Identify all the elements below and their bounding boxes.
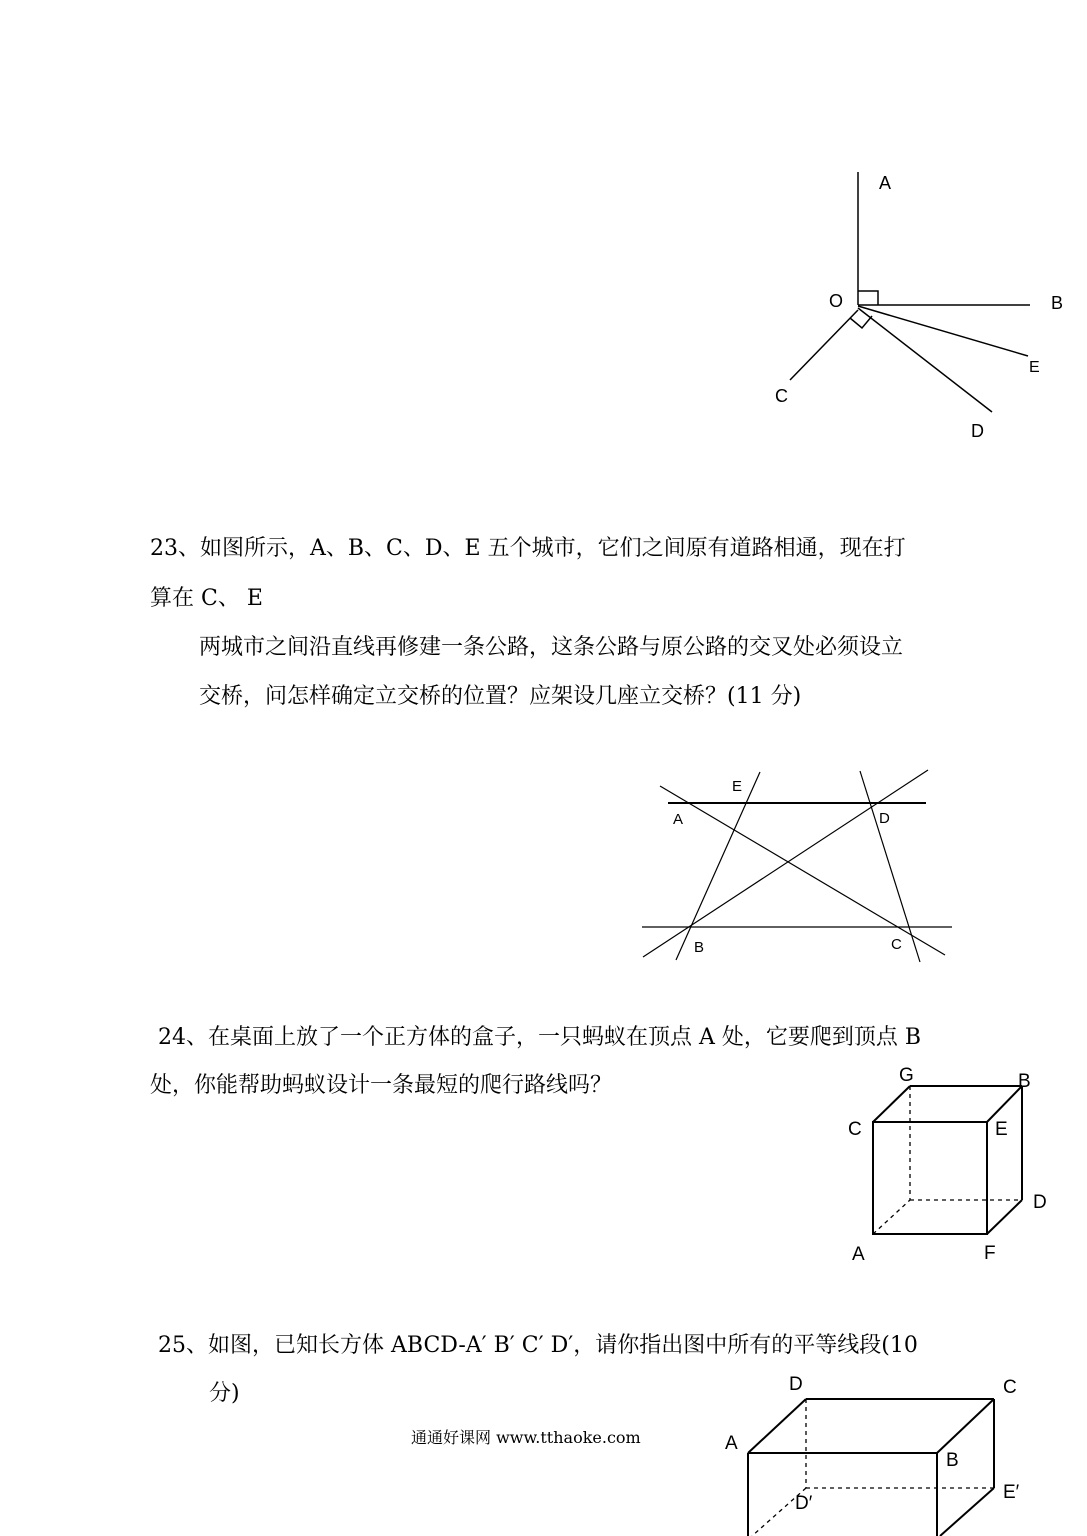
- label-a: A: [725, 1433, 738, 1454]
- label-c: C: [848, 1119, 862, 1140]
- q23-line4: 交桥，问怎样确定立交桥的位置？应架设几座立交桥？(11 分): [199, 684, 802, 709]
- label-f: F: [984, 1243, 996, 1264]
- q24-line2: 处，你能帮助蚂蚁设计一条最短的爬行路线吗？: [150, 1073, 613, 1098]
- edge-ad: [748, 1399, 806, 1453]
- q25-line2: 分): [209, 1381, 240, 1406]
- label-b: B: [1018, 1071, 1031, 1092]
- edge-e-lower: [940, 1488, 994, 1536]
- label-d: D: [1033, 1192, 1047, 1213]
- label-g: G: [899, 1065, 914, 1086]
- label-a: A: [852, 1244, 865, 1265]
- label-a: A: [673, 811, 684, 828]
- label-d: D: [971, 421, 984, 441]
- q23-line2: 算在 C、 E: [150, 586, 263, 611]
- label-c: C: [775, 386, 788, 406]
- label-d-prime: D′: [795, 1493, 813, 1514]
- label-b: B: [1051, 293, 1064, 313]
- label-b: B: [946, 1450, 959, 1471]
- q24-line1: 24、在桌面上放了一个正方体的盒子，一只蚂蚁在顶点 A 处，它要爬到顶点 B: [158, 1025, 922, 1050]
- label-b: B: [694, 939, 705, 956]
- label-c: C: [1003, 1377, 1017, 1398]
- label-e: E: [1029, 359, 1040, 376]
- page-footer: 通通好课网 www.tthaoke.com: [411, 1428, 641, 1447]
- label-e-prime: E′: [1003, 1482, 1020, 1503]
- edge-bc: [937, 1399, 994, 1453]
- q23-line3: 两城市之间沿直线再修建一条公路，这条公路与原公路的交叉处必须设立: [199, 635, 904, 660]
- q25-line1: 25、如图，已知长方体 ABCD-A′ B′ C′ D′，请你指出图中所有的平等线段(10: [158, 1333, 918, 1358]
- q23-line1: 23、如图所示，A、B、C、D、E 五个城市，它们之间原有道路相通，现在打: [150, 536, 906, 561]
- label-o: O: [829, 291, 844, 311]
- label-d: D: [879, 810, 890, 827]
- label-a: A: [879, 173, 892, 193]
- label-d: D: [789, 1374, 803, 1395]
- label-c: C: [891, 936, 902, 953]
- label-e: E: [732, 778, 743, 795]
- label-e: E: [995, 1119, 1008, 1140]
